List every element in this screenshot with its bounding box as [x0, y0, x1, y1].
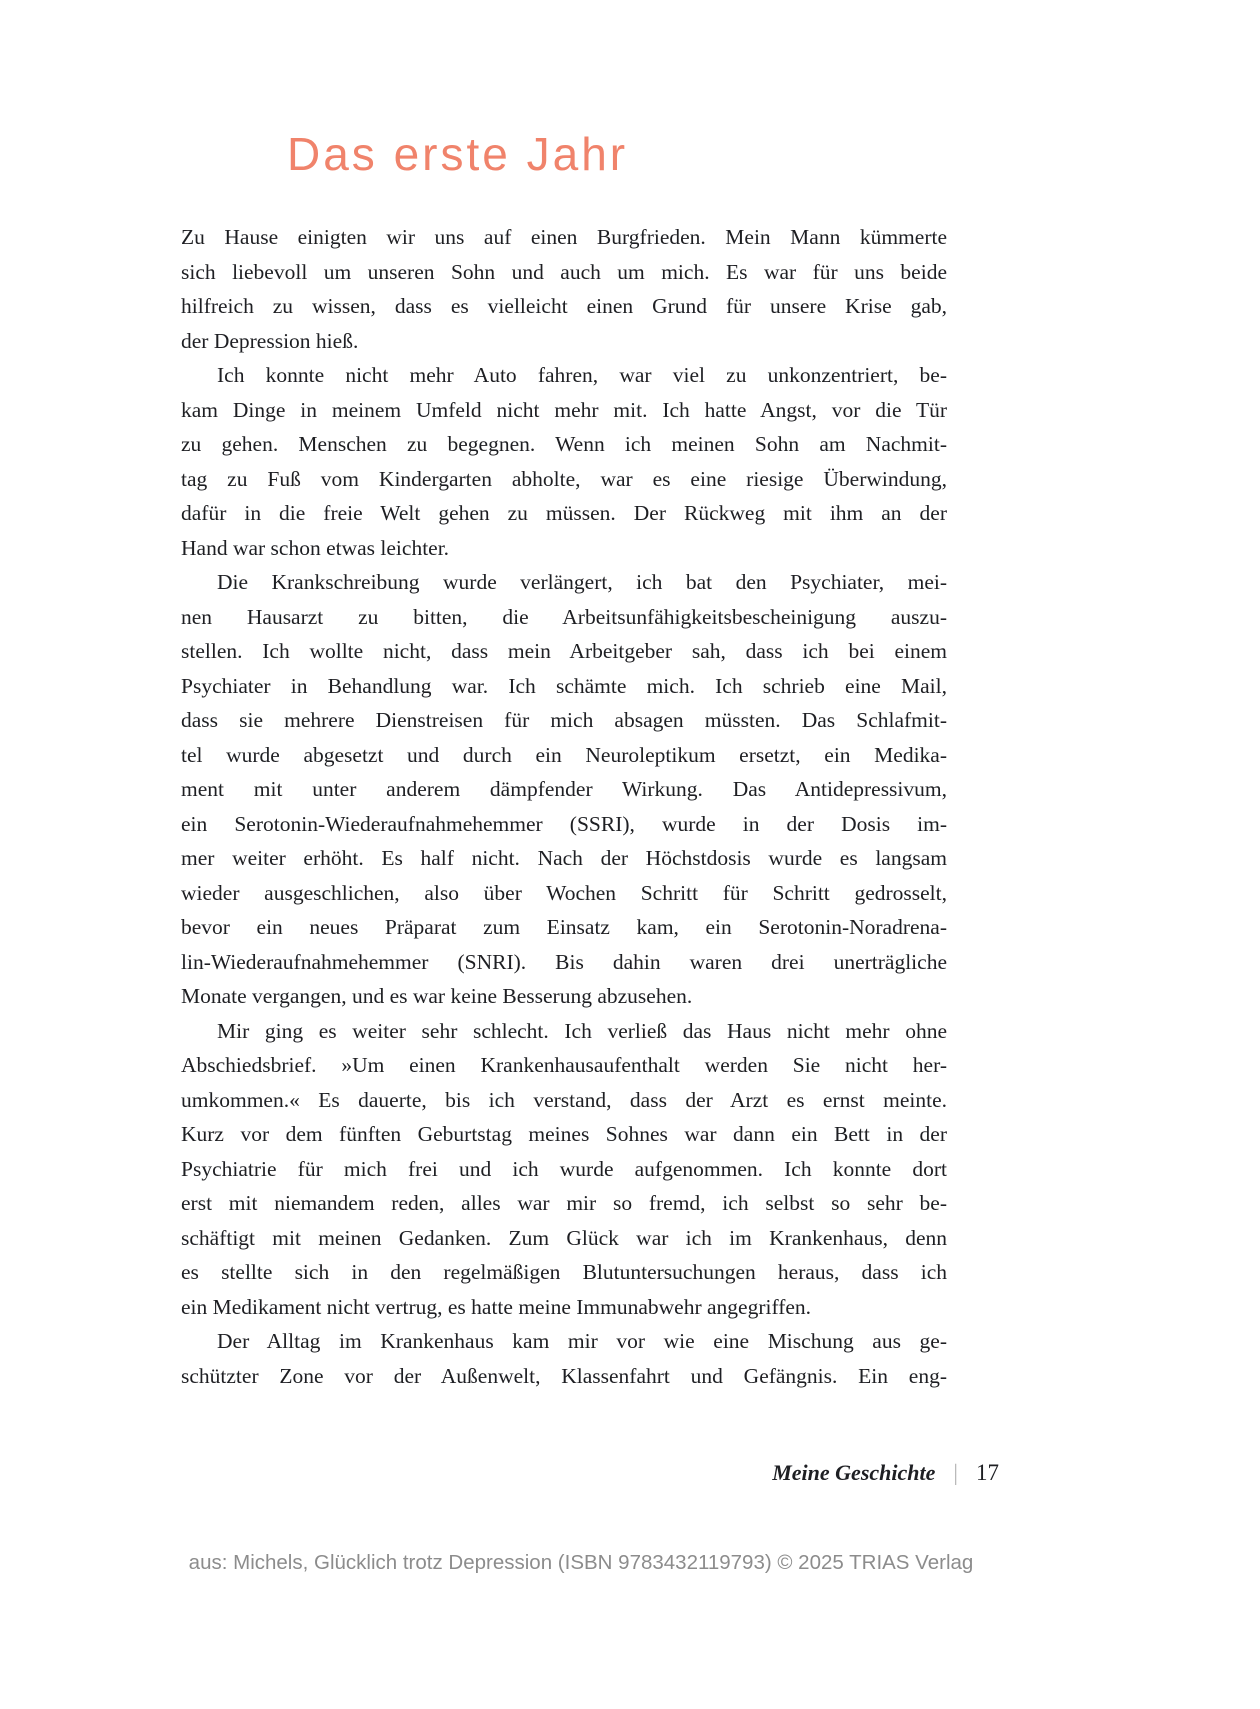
text-line: hilfreich zu wissen, dass es vielleicht einen Grund für unsere Krise gab,	[181, 294, 947, 318]
text-line: Psychiater in Behandlung war. Ich schämte mich. Ich schrieb eine Mail,	[181, 673, 947, 698]
footer-section-title: Meine Geschichte	[772, 1460, 936, 1485]
text-line: kam Dinge in meinem Umfeld nicht mehr mit. Ich hatte Angst, vor die Tür	[181, 397, 947, 422]
page-footer	[181, 1460, 999, 1486]
paragraph	[181, 1324, 947, 1393]
text-line: Hand war schon etwas leichter.	[181, 535, 450, 560]
text-line: tel wurde abgesetzt und durch ein Neuroleptikum ersetzt, ein Medika-	[181, 742, 947, 767]
text-line: dass sie mehrere Dienstreisen für mich absagen müssten. Das Schlafmit-	[181, 708, 947, 732]
paragraph	[181, 1014, 947, 1325]
text-line: dafür in die freie Welt gehen zu müssen. Der Rückweg mit ihm an der	[181, 501, 947, 525]
text-line: zu gehen. Menschen zu begegnen. Wenn ich meinen Sohn am Nachmit-	[181, 432, 947, 456]
text-line: Mir ging es weiter sehr schlecht. Ich verließ das Haus nicht mehr ohne	[217, 1018, 947, 1043]
footer-separator: |	[953, 1460, 958, 1485]
text-line: lin-Wiederaufnahmehemmer (SNRI). Bis dahin waren drei unerträgliche	[181, 949, 947, 974]
text-line: erst mit niemandem reden, alles war mir so fremd, ich selbst so sehr be-	[181, 1191, 947, 1215]
text-line: Ich konnte nicht mehr Auto fahren, war viel zu unkonzentriert, be-	[217, 363, 947, 387]
text-line: ment mit unter anderem dämpfender Wirkung. Das Antidepressivum,	[181, 777, 947, 801]
text-line: ein Serotonin-Wiederaufnahmehemmer (SSRI), wurde in der Dosis im-	[181, 811, 947, 836]
text-line: bevor ein neues Präparat zum Einsatz kam, ein Serotonin-Noradrena-	[181, 915, 947, 939]
text-line: nen Hausarzt zu bitten, die Arbeitsunfähigkeitsbescheinigung auszu-	[181, 604, 947, 629]
text-line: Psychiatrie für mich frei und ich wurde aufgenommen. Ich konnte dort	[181, 1156, 947, 1181]
text-line: Der Alltag im Krankenhaus kam mir vor wie eine Mischung aus ge-	[217, 1329, 947, 1353]
chapter-title: Das erste Jahr	[287, 128, 629, 180]
text-line: Die Krankschreibung wurde verlängert, ich bat den Psychiater, mei-	[217, 570, 947, 594]
paragraph	[181, 220, 947, 358]
text-line: der Depression hieß.	[181, 328, 359, 353]
text-line: ein Medikament nicht vertrug, es hatte meine Immunabwehr angegriffen.	[181, 1294, 812, 1319]
body-text	[181, 220, 947, 1393]
page-number: 17	[976, 1460, 999, 1485]
text-line: es stellte sich in den regelmäßigen Blutuntersuchungen heraus, dass ich	[181, 1260, 947, 1284]
text-line: mer weiter erhöht. Es half nicht. Nach der Höchstdosis wurde es langsam	[181, 846, 947, 870]
text-line: wieder ausgeschlichen, also über Wochen Schritt für Schritt gedrosselt,	[181, 880, 947, 905]
text-line: Monate vergangen, und es war keine Besserung abzusehen.	[181, 984, 693, 1008]
copyright-line: aus: Michels, Glücklich trotz Depression (ISBN 9783432119793) © 2025 TRIAS Verlag	[188, 1551, 974, 1574]
paragraph	[181, 565, 947, 1014]
text-line: sich liebevoll um unseren Sohn und auch um mich. Es war für uns beide	[181, 259, 947, 284]
text-line: schäftigt mit meinen Gedanken. Zum Glück war ich im Krankenhaus, denn	[181, 1225, 947, 1250]
text-column	[181, 0, 999, 1709]
text-line: stellen. Ich wollte nicht, dass mein Arbeitgeber sah, dass ich bei einem	[181, 639, 947, 663]
text-line: schützter Zone vor der Außenwelt, Klassenfahrt und Gefängnis. Ein eng-	[181, 1363, 947, 1388]
text-line: Abschiedsbrief. »Um einen Krankenhausaufenthalt werden Sie nicht her-	[181, 1053, 947, 1077]
paragraph	[181, 358, 947, 565]
text-line: Zu Hause einigten wir uns auf einen Burgfrieden. Mein Mann kümmerte	[181, 225, 947, 249]
text-line: umkommen.« Es dauerte, bis ich verstand, dass der Arzt es ernst meinte.	[181, 1087, 947, 1112]
text-line: Kurz vor dem fünften Geburtstag meines Sohnes war dann ein Bett in der	[181, 1122, 947, 1146]
text-line: tag zu Fuß vom Kindergarten abholte, war es eine riesige Überwindung,	[181, 466, 947, 491]
